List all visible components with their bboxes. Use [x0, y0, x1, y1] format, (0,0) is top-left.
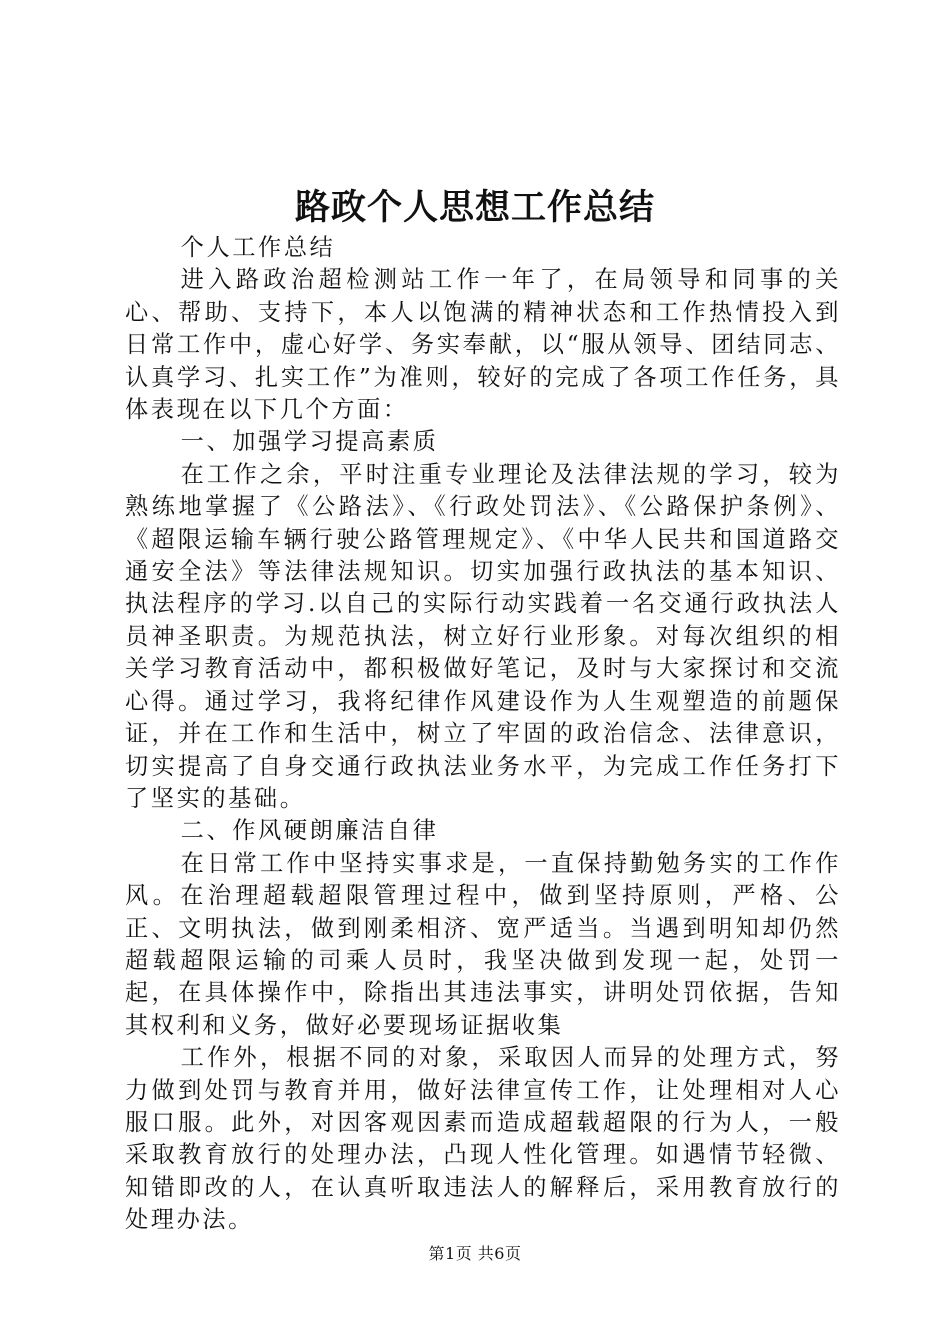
- paragraph-heading-summary: 个人工作总结: [180, 234, 336, 261]
- paragraph-intro: 进入路政治超检测站工作一年了，在局领导和同事的关心、帮助、支持下，本人以饱满的精神状态和工作热情投入到日常工作中，虚心好学、务实奉献，以“服从领导、团结同志、认真学习、扎实工作”为准则，较好的完成了各项工作任务，具体表现在以下几个方面：: [125, 266, 841, 424]
- document-title: 路政个人思想工作总结: [294, 187, 655, 228]
- document-body: [125, 232, 841, 1237]
- paragraph-education: 工作外，根据不同的对象，采取因人而异的处理方式，努力做到处罚与教育并用，做好法律宣传工作，让处理相对人心服口服。此外，对因客观因素而造成超载超限的行为人，一般采取教育放行的处理办法，凸现人性化管理。如遇情节轻微、知错即改的人，在认真听取违法人的解释后，采用教育放行的处理办法。: [125, 1044, 841, 1234]
- paragraph-conduct: 在日常工作中坚持实事求是，一直保持勤勉务实的工作作风。在治理超载超限管理过程中，做到坚持原则，严格、公正、文明执法，做到刚柔相济、宽严适当。当遇到明知却仍然超载超限运输的司乘人员时，我坚决做到发现一起，处罚一起，在具体操作中，除指出其违法事实，讲明处罚依据，告知其权利和义务，做好必要现场证据收集: [125, 849, 841, 1039]
- paragraph-study: 在工作之余，平时注重专业理论及法律法规的学习，较为熟练地掌握了《公路法》、《行政处罚法》、《公路保护条例》、《超限运输车辆行驶公路管理规定》、《中华人民共和国道路交通安全法》等法律法规知识。切实加强行政执法的基本知识、执法程序的学习.以自己的实际行动实践着一名交通行政执法人员神圣职责。为规范执法，树立好行业形象。对每次组织的相关学习教育活动中，都积极做好笔记，及时与大家探讨和交流心得。通过学习，我将纪律作风建设作为人生观塑造的前题保证，并在工作和生活中，树立了牢固的政治信念、法律意识，切实提高了自身交通行政执法业务水平，为完成工作任务打下了坚实的基础。: [125, 460, 841, 812]
- section-heading-study: 一、加强学习提高素质: [180, 428, 439, 456]
- page-number-footer: 第1页 共6页: [428, 1244, 522, 1263]
- section-heading-conduct: 二、作风硬朗廉洁自律: [180, 817, 439, 845]
